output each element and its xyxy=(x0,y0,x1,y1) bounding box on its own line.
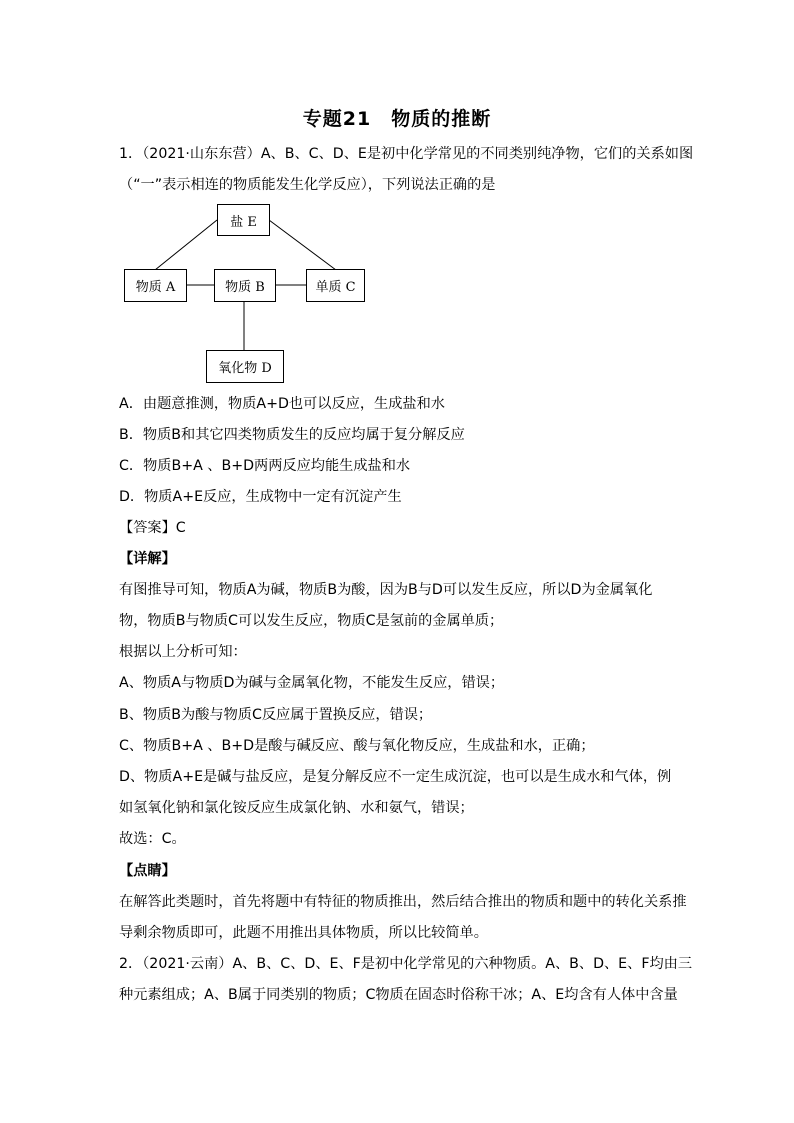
detail-line: 有图推导可知，物质A为碱，物质B为酸，因为B与D可以发生反应，所以D为金属氧化 xyxy=(119,582,653,598)
q1-stem-line2: （“一”表示相连的物质能发生化学反应），下列说法正确的是 xyxy=(119,177,496,193)
q2-stem-line: 2．（2021·云南）A、B、C、D、E、F是初中化学常见的六种物质。A、B、D、E、F均由三 xyxy=(119,956,693,972)
q1-comment-heading: 【点睛】 xyxy=(119,863,176,879)
box-element-c: 单质 C xyxy=(306,269,365,302)
detail-line: 故选：C。 xyxy=(119,831,186,847)
box-substance-a: 物质 A xyxy=(124,269,187,302)
page-title: 专题21 物质的推断 xyxy=(302,108,492,130)
q1-stem-line1: 1．（2021·山东东营）A、B、C、D、E是初中化学常见的不同类别纯净物，它们的关系如图 xyxy=(119,146,694,162)
connector-e-c xyxy=(269,220,336,270)
comment-line: 导剩余物质即可，此题不用推出具体物质，所以比较简单。 xyxy=(119,925,488,941)
comment-line: 在解答此类题时，首先将题中有特征的物质推出，然后结合推出的物质和题中的转化关系推 xyxy=(119,894,687,910)
relation-diagram xyxy=(119,200,379,390)
q2-stem-line: 种元素组成；A、B属于同类别的物质；C物质在固态时俗称干冰；A、E均含有人体中含量 xyxy=(119,987,678,1003)
q1-answer: 【答案】C xyxy=(119,520,186,536)
detail-line: D、物质A+E是碱与盐反应，是复分解反应不一定生成沉淀，也可以是生成水和气体，例 xyxy=(119,769,672,785)
detail-line: 根据以上分析可知： xyxy=(119,644,247,660)
box-oxide-d: 氧化物 D xyxy=(206,350,284,383)
q1-detail-heading: 【详解】 xyxy=(119,551,176,567)
q1-option-b: B．物质B和其它四类物质发生的反应均属于复分解反应 xyxy=(119,427,465,443)
detail-line: 物，物质B与物质C可以发生反应，物质C是氢前的金属单质； xyxy=(119,613,504,629)
q1-option-a: A．由题意推测，物质A+D也可以反应，生成盐和水 xyxy=(119,396,445,412)
box-substance-b: 物质 B xyxy=(214,269,276,302)
detail-line: 如氢氧化钠和氯化铵反应生成氯化钠、水和氨气，错误； xyxy=(119,800,474,816)
q1-option-d: D．物质A+E反应，生成物中一定有沉淀产生 xyxy=(119,489,402,505)
detail-line: B、物质B为酸与物质C反应属于置换反应，错误； xyxy=(119,707,433,723)
connector-e-a xyxy=(155,220,217,270)
detail-line: A、物质A与物质D为碱与金属氧化物，不能发生反应，错误； xyxy=(119,675,505,691)
box-salt-e: 盐 E xyxy=(217,204,270,236)
q1-option-c: C．物质B+A 、B+D两两反应均能生成盐和水 xyxy=(119,458,411,474)
detail-line: C、物质B+A 、B+D是酸与碱反应、酸与氧化物反应，生成盐和水，正确； xyxy=(119,738,595,754)
